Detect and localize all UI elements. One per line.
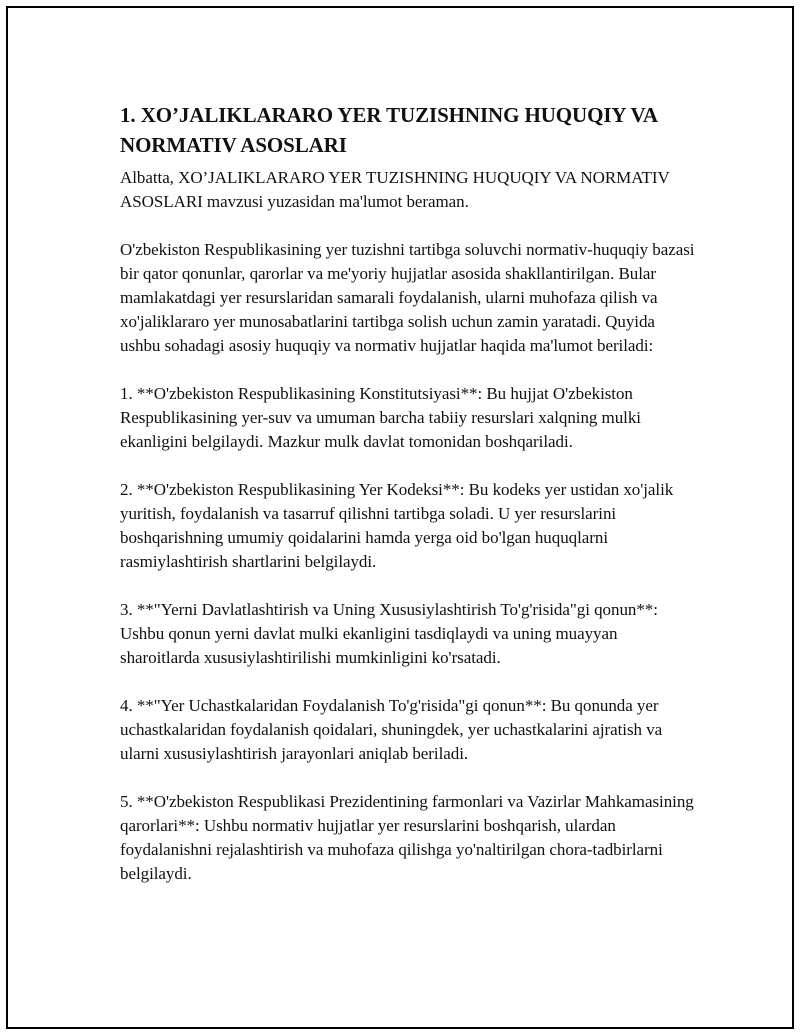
overview-paragraph: O'zbekiston Respublikasining yer tuzishni tartibga soluvchi normativ-huquqiy bazasi bir qator qonunlar, qarorlar va me'yoriy hujjatlar asosida shakllantirilgan. Bular mamlakatdagi yer resurslaridan samarali foydalanish, ularni muhofaza qilish va xo'jaliklararo yer munosabatlarini tartibga solish uchun zamin yaratadi. Quyida ushbu sohadagi asosiy huquqiy va normativ hujjatlar haqida ma'lumot beriladi:: [120, 240, 695, 355]
section-heading: 1. XO’JALIKLARARO YER TUZISHNING HUQUQIY VA NORMATIV ASOSLARI: [120, 103, 657, 157]
document-page: [6, 6, 794, 1029]
intro-paragraph: Albatta, XO’JALIKLARARO YER TUZISHNING HUQUQIY VA NORMATIV ASOSLARI mavzusi yuzasidan ma'lumot beraman.: [120, 168, 670, 211]
list-item-nationalization-law: 3. **"Yerni Davlatlashtirish va Uning Xususiylashtirish To'g'risida"gi qonun**: Ushbu qonun yerni davlat mulki ekanligini tasdiqlaydi va uning muayyan sharoitlarda xususiylashtirilishi mumkinligini ko'rsatadi.: [120, 600, 658, 667]
list-item-decrees: 5. **O'zbekiston Respublikasi Prezidentining farmonlari va Vazirlar Mahkamasining qarorlari**: Ushbu normativ hujjatlar yer resurslarini boshqarish, ulardan foydalanishni rejalashtirish va muhofaza qilishga yo'naltirilgan chora-tadbirlarni belgilaydi.: [120, 792, 694, 883]
list-item-land-plots-law: 4. **"Yer Uchastkalaridan Foydalanish To'g'risida"gi qonun**: Bu qonunda yer uchastkalaridan foydalanish qoidalari, shuningdek, yer uchastkalarini ajratish va ularni xususiylashtirish jarayonlari aniqlab beriladi.: [120, 696, 663, 763]
list-item-land-code: 2. **O'zbekiston Respublikasining Yer Kodeksi**: Bu kodeks yer ustidan xo'jalik yuritish, foydalanish va tasarruf qilishni tartibga soladi. U yer resurslarini boshqarishning umumiy qoidalarini hamda yerga oid bo'lgan huquqlarni rasmiylashtirish shartlarini belgilaydi.: [120, 480, 674, 571]
list-item-constitution: 1. **O'zbekiston Respublikasining Konstitutsiyasi**: Bu hujjat O'zbekiston Respublikasining yer-suv va umuman barcha tabiiy resurslari xalqning mulki ekanligini belgilaydi. Mazkur mulk davlat tomonidan boshqariladi.: [120, 384, 641, 451]
document-content: [120, 100, 695, 910]
